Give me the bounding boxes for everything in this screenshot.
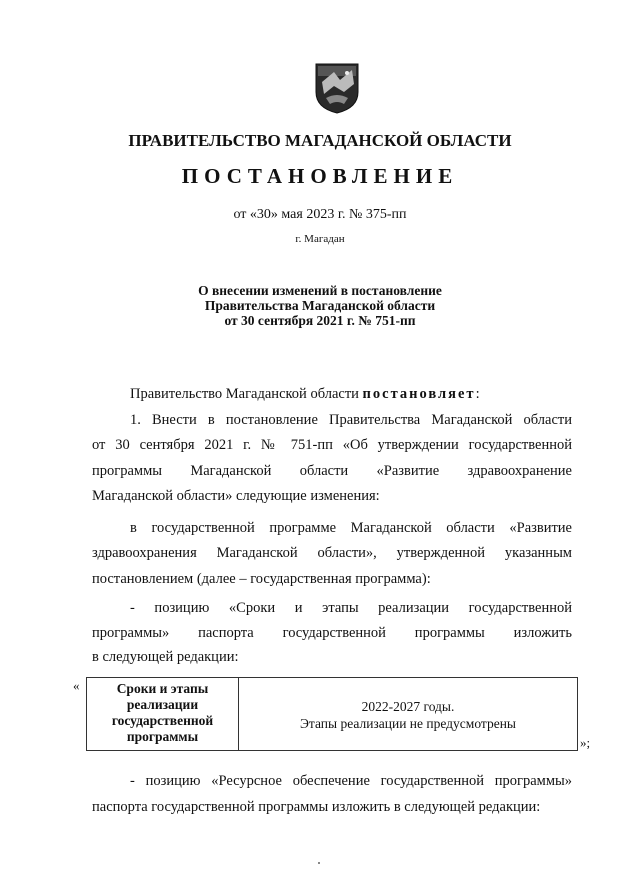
quote-close-mark: »;: [580, 735, 591, 750]
passport-table: [86, 677, 578, 751]
preamble: [130, 386, 480, 403]
preamble-colon: :: [475, 386, 480, 402]
table-label-line: программы: [126, 729, 199, 744]
preamble-text: Правительство Магаданской области: [130, 386, 363, 402]
document-title-line: Правительства Магаданской области: [204, 298, 436, 313]
paragraph-line: от 30 сентября 2021 г. № 751-пп «Об утверждении государственной: [92, 437, 572, 453]
decree-word: постановляет: [362, 386, 476, 402]
paragraph-line: программы» паспорта государственной программы изложить: [92, 625, 572, 641]
document-type: ПОСТАНОВЛЕНИЕ: [181, 164, 459, 188]
table-label-line: реализации: [126, 697, 199, 712]
paragraph-line: Магаданской области» следующие изменения:: [92, 488, 380, 504]
organization-name: ПРАВИТЕЛЬСТВО МАГАДАНСКОЙ ОБЛАСТИ: [128, 131, 512, 150]
table-label-line: Сроки и этапы: [116, 681, 209, 696]
paragraph-line: программы Магаданской области «Развитие здравоохранение: [92, 463, 572, 479]
paragraph-line: - позицию «Ресурсное обеспечение государственной программы»: [130, 773, 572, 789]
table-label-cell: [87, 678, 239, 750]
paragraph-line: постановлением (далее – государственная программа):: [92, 571, 431, 587]
table-value-line: Этапы реализации не предусмотрены: [299, 716, 517, 731]
paragraph-line: здравоохранения Магаданской области», утвержденной указанным: [92, 545, 572, 561]
document-date-number: от «30» мая 2023 г. № 375-пп: [233, 207, 407, 222]
document-title-line: О внесении изменений в постановление: [198, 283, 442, 298]
quote-open-mark: «: [73, 678, 80, 693]
table-value-cell: [239, 678, 577, 750]
paragraph-line: - позицию «Сроки и этапы реализации государственной: [130, 600, 572, 616]
paragraph-line: паспорта государственной программы изложить в следующей редакции:: [92, 799, 541, 815]
magadan-coat-of-arms-icon: [314, 62, 360, 114]
paragraph-line: 1. Внести в постановление Правительства Магаданской области: [130, 412, 572, 428]
paragraph-line: в государственной программе Магаданской области «Развитие: [130, 520, 572, 536]
table-value-line: 2022-2027 годы.: [361, 699, 455, 714]
document-title-line: от 30 сентября 2021 г. № 751-пп: [224, 313, 416, 328]
table-label-line: государственной: [111, 713, 214, 728]
page-mark: [318, 862, 320, 864]
document-city: г. Магадан: [295, 233, 345, 245]
paragraph-line: в следующей редакции:: [92, 649, 239, 665]
